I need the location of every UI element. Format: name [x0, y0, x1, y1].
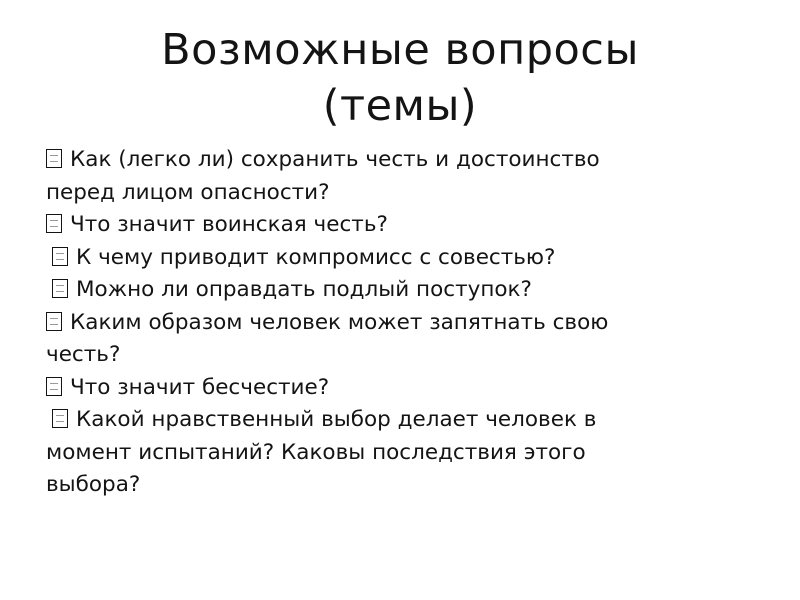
missing-glyph-box-icon — [46, 149, 62, 168]
list-item — [46, 144, 746, 209]
list-item-text: момент испытаний? Каковы последствия этого — [46, 439, 586, 465]
slide-title — [0, 22, 800, 134]
list-item-text: Что значит бесчестие? — [70, 374, 330, 400]
missing-glyph-box-icon — [46, 214, 62, 233]
missing-glyph-box-icon — [52, 409, 68, 428]
list-item-text: выбора? — [46, 472, 141, 497]
list-item — [46, 404, 746, 502]
question-list — [46, 144, 746, 502]
slide-title-line-2: (темы) — [322, 81, 478, 131]
missing-glyph-box-icon — [52, 247, 68, 266]
list-item-text: перед лицом опасности? — [46, 179, 330, 205]
list-item — [46, 372, 746, 405]
list-item-text: К чему приводит компромисс с совестью? — [76, 244, 556, 270]
list-item — [46, 209, 746, 242]
list-item-text: Что значит воинская честь? — [70, 212, 388, 237]
list-item — [46, 307, 746, 372]
list-item-text: Можно ли оправдать подлый поступок? — [76, 277, 532, 302]
slide-title-line-1: Возможные вопросы — [161, 25, 639, 75]
list-item-text: Как (легко ли) сохранить честь и достоинство — [70, 147, 600, 172]
list-item — [46, 274, 746, 307]
list-item-text: Каким образом человек может запятнать свою — [70, 309, 609, 335]
list-item-text: честь? — [46, 342, 121, 367]
list-item-text: Какой нравственный выбор делает человек в — [76, 407, 597, 432]
list-item — [46, 242, 746, 275]
missing-glyph-box-icon — [52, 279, 68, 298]
missing-glyph-box-icon — [46, 312, 62, 331]
missing-glyph-box-icon — [46, 377, 62, 396]
